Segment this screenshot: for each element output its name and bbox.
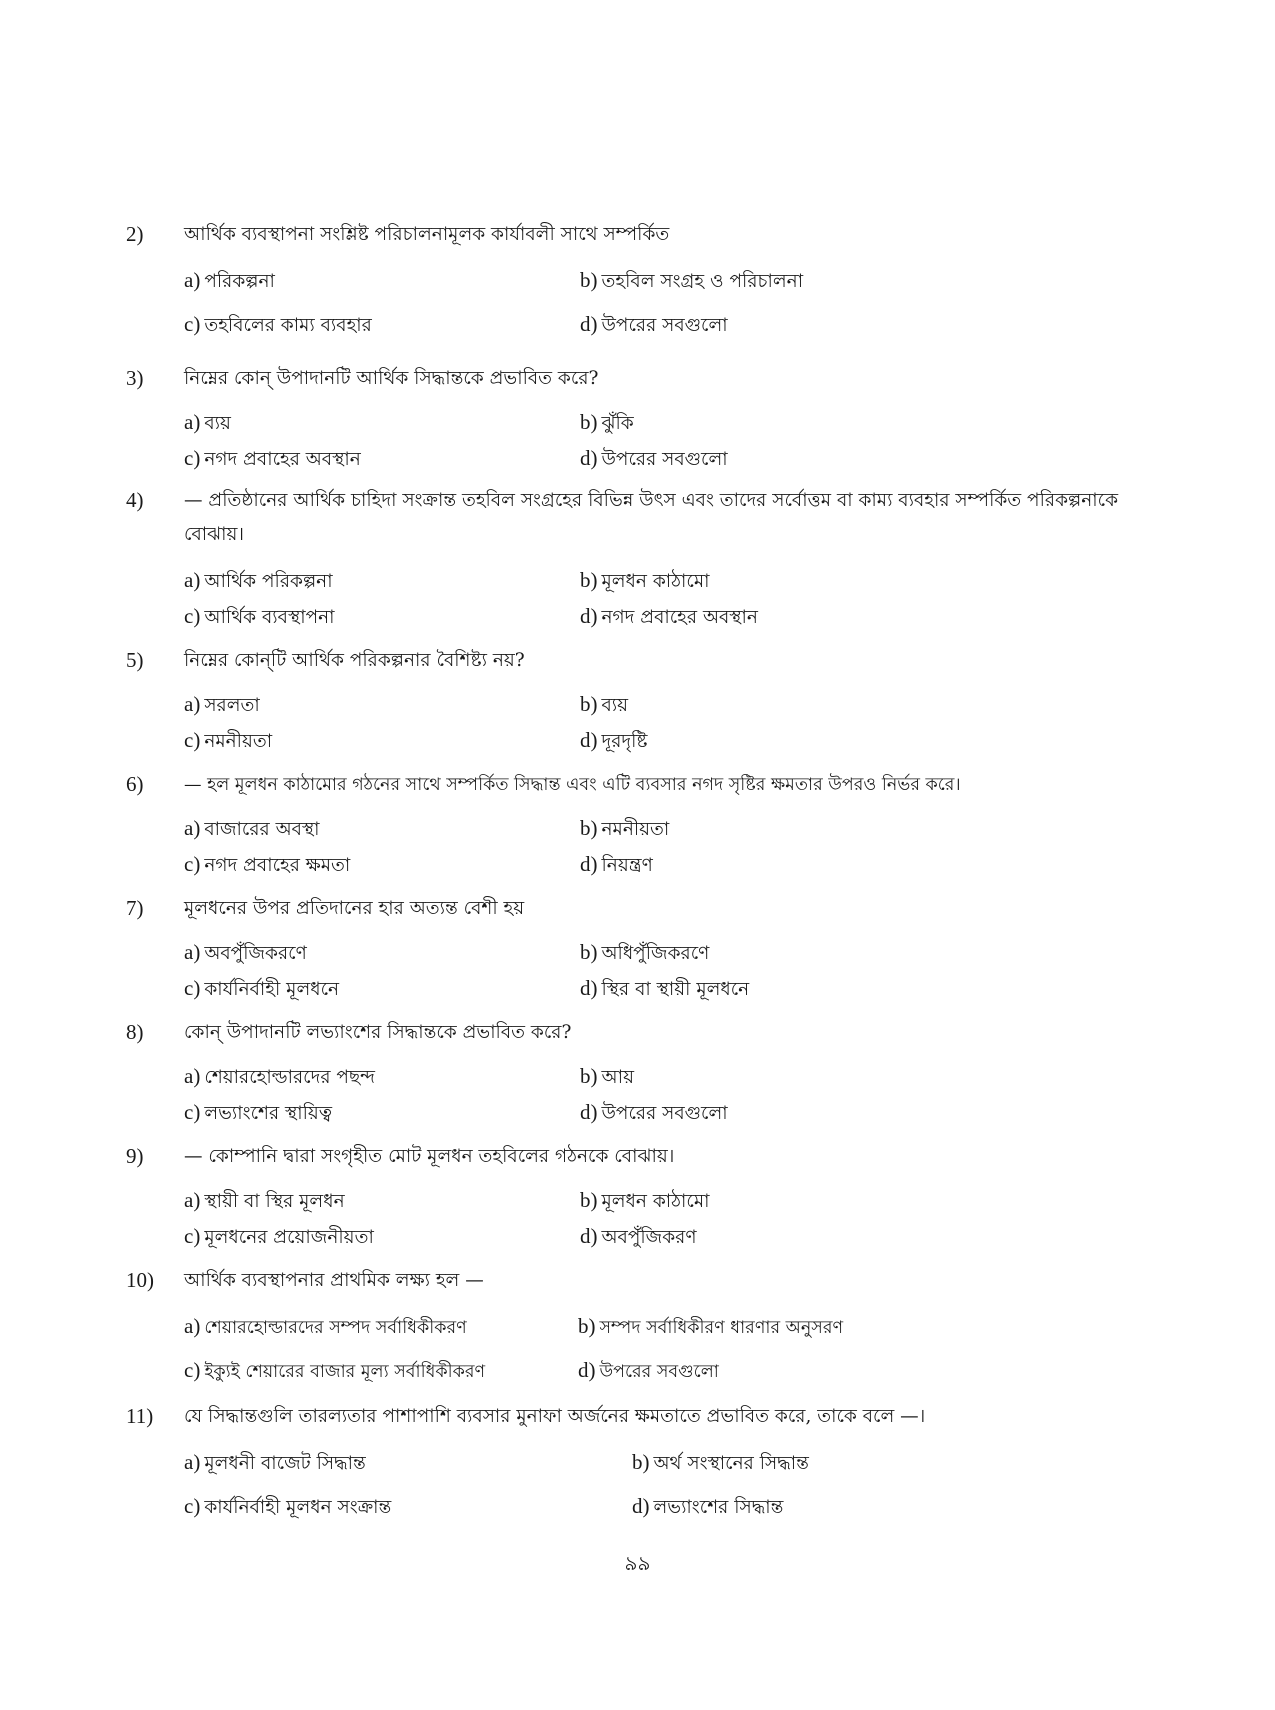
option-d: d) নগদ প্রবাহের অবস্থান bbox=[580, 604, 758, 628]
question-number: 11) bbox=[126, 1404, 154, 1428]
option-c: c) মূলধনের প্রয়োজনীয়তা bbox=[184, 1224, 374, 1248]
option-a: a) ব্যয় bbox=[184, 410, 231, 434]
option-a: a) বাজারের অবস্থা bbox=[184, 816, 320, 840]
question-text: — কোম্পানি দ্বারা সংগৃহীত মোট মূলধন তহবিলের গঠনকে বোঝায়। bbox=[184, 1146, 675, 1167]
option-a: a) অবপুঁজিকরণে bbox=[184, 940, 307, 964]
question-number: 3) bbox=[126, 366, 144, 390]
option-b: b) ব্যয় bbox=[580, 692, 629, 716]
question-number: 5) bbox=[126, 648, 144, 672]
option-d: d) উপরের সবগুলো bbox=[580, 312, 728, 336]
option-b: b) সম্পদ সর্বাধিকীরণ ধারণার অনুসরণ bbox=[578, 1314, 844, 1338]
question-number: 6) bbox=[126, 772, 144, 796]
option-a: a) পরিকল্পনা bbox=[184, 268, 275, 292]
question-number: 7) bbox=[126, 896, 144, 920]
question-number: 10) bbox=[126, 1268, 154, 1292]
option-c: c) নগদ প্রবাহের অবস্থান bbox=[184, 446, 361, 470]
option-b: b) ঝুঁকি bbox=[580, 410, 634, 434]
option-d: d) দূরদৃষ্টি bbox=[580, 728, 648, 752]
question-text: কোন্ উপাদানটি লভ্যাংশের সিদ্ধান্তকে প্রভাবিত করে? bbox=[184, 1022, 572, 1043]
option-b: b) নমনীয়তা bbox=[580, 816, 670, 840]
question-number: 8) bbox=[126, 1020, 144, 1044]
question-text: নিম্নের কোন্ উপাদানটি আর্থিক সিদ্ধান্তকে প্রভাবিত করে? bbox=[184, 368, 599, 389]
option-a: a) স্থায়ী বা স্থির মূলধন bbox=[184, 1188, 345, 1212]
option-c: c) ইক্যুই শেয়ারের বাজার মূল্য সর্বাধিকীকরণ bbox=[184, 1358, 486, 1382]
option-a: a) সরলতা bbox=[184, 692, 260, 716]
option-d: d) স্থির বা স্থায়ী মূলধনে bbox=[580, 976, 750, 1000]
option-b: b) আয় bbox=[580, 1064, 634, 1088]
question-text: আর্থিক ব্যবস্থাপনার প্রাথমিক লক্ষ্য হল — bbox=[184, 1270, 484, 1291]
question-text: — হল মূলধন কাঠামোর গঠনের সাথে সম্পর্কিত সিদ্ধান্ত এবং এটি ব্যবসার নগদ সৃষ্টির ক্ষমতার উপরও নির্ভর করে। bbox=[184, 775, 961, 795]
option-a: a) আর্থিক পরিকল্পনা bbox=[184, 568, 333, 592]
option-c: c) কার্যনির্বাহী মূলধনে bbox=[184, 976, 340, 1000]
option-a: a) শেয়ারহোল্ডারদের সম্পদ সর্বাধিকীকরণ bbox=[184, 1314, 467, 1338]
option-b: b) মূলধন কাঠামো bbox=[580, 1188, 710, 1212]
question-text: নিম্নের কোন্‌টি আর্থিক পরিকল্পনার বৈশিষ্ট্য নয়? bbox=[184, 650, 525, 671]
option-d: d) উপরের সবগুলো bbox=[580, 446, 728, 470]
question-number: 4) bbox=[126, 488, 144, 512]
option-d: d) লভ্যাংশের সিদ্ধান্ত bbox=[632, 1494, 784, 1518]
option-b: b) অধিপুঁজিকরণে bbox=[580, 940, 710, 964]
option-c: c) নমনীয়তা bbox=[184, 728, 273, 752]
option-c: c) লভ্যাংশের স্থায়িত্ব bbox=[184, 1100, 332, 1124]
option-a: a) শেয়ারহোল্ডারদের পছন্দ bbox=[184, 1064, 376, 1088]
question-text: মূলধনের উপর প্রতিদানের হার অত্যন্ত বেশী হয় bbox=[184, 898, 525, 919]
option-b: b) তহবিল সংগ্রহ ও পরিচালনা bbox=[580, 268, 804, 292]
option-d: d) নিয়ন্ত্রণ bbox=[580, 852, 653, 876]
question-number: 9) bbox=[126, 1144, 144, 1168]
option-b: b) মূলধন কাঠামো bbox=[580, 568, 710, 592]
option-b: b) অর্থ সংস্থানের সিদ্ধান্ত bbox=[632, 1450, 809, 1474]
question-text: যে সিদ্ধান্তগুলি তারল্যতার পাশাপাশি ব্যবসার মুনাফা অর্জনের ক্ষমতাতে প্রভাবিত করে, তাকে বলে —। bbox=[184, 1406, 926, 1427]
option-d: d) অবপুঁজিকরণ bbox=[580, 1224, 697, 1248]
option-c: c) কার্যনির্বাহী মূলধন সংক্রান্ত bbox=[184, 1494, 392, 1518]
option-d: d) উপরের সবগুলো bbox=[580, 1100, 728, 1124]
page-number: ৯৯ bbox=[624, 1551, 651, 1575]
option-a: a) মূলধনী বাজেট সিদ্ধান্ত bbox=[184, 1450, 366, 1474]
option-c: c) আর্থিক ব্যবস্থাপনা bbox=[184, 604, 335, 628]
option-c: c) নগদ প্রবাহের ক্ষমতা bbox=[184, 852, 351, 876]
option-c: c) তহবিলের কাম্য ব্যবহার bbox=[184, 312, 372, 336]
question-text: — প্রতিষ্ঠানের আর্থিক চাহিদা সংক্রান্ত তহবিল সংগ্রহের বিভিন্ন উৎস এবং তাদের সর্বোত্তম বা কাম্য ব্যবহার সম্পর্কিত পরিকল্পনাকে বোঝায়। bbox=[184, 490, 1119, 545]
question-text: আর্থিক ব্যবস্থাপনা সংশ্লিষ্ট পরিচালনামূলক কার্যাবলী সাথে সম্পর্কিত bbox=[184, 224, 670, 245]
question-number: 2) bbox=[126, 222, 144, 246]
option-d: d) উপরের সবগুলো bbox=[578, 1358, 719, 1382]
